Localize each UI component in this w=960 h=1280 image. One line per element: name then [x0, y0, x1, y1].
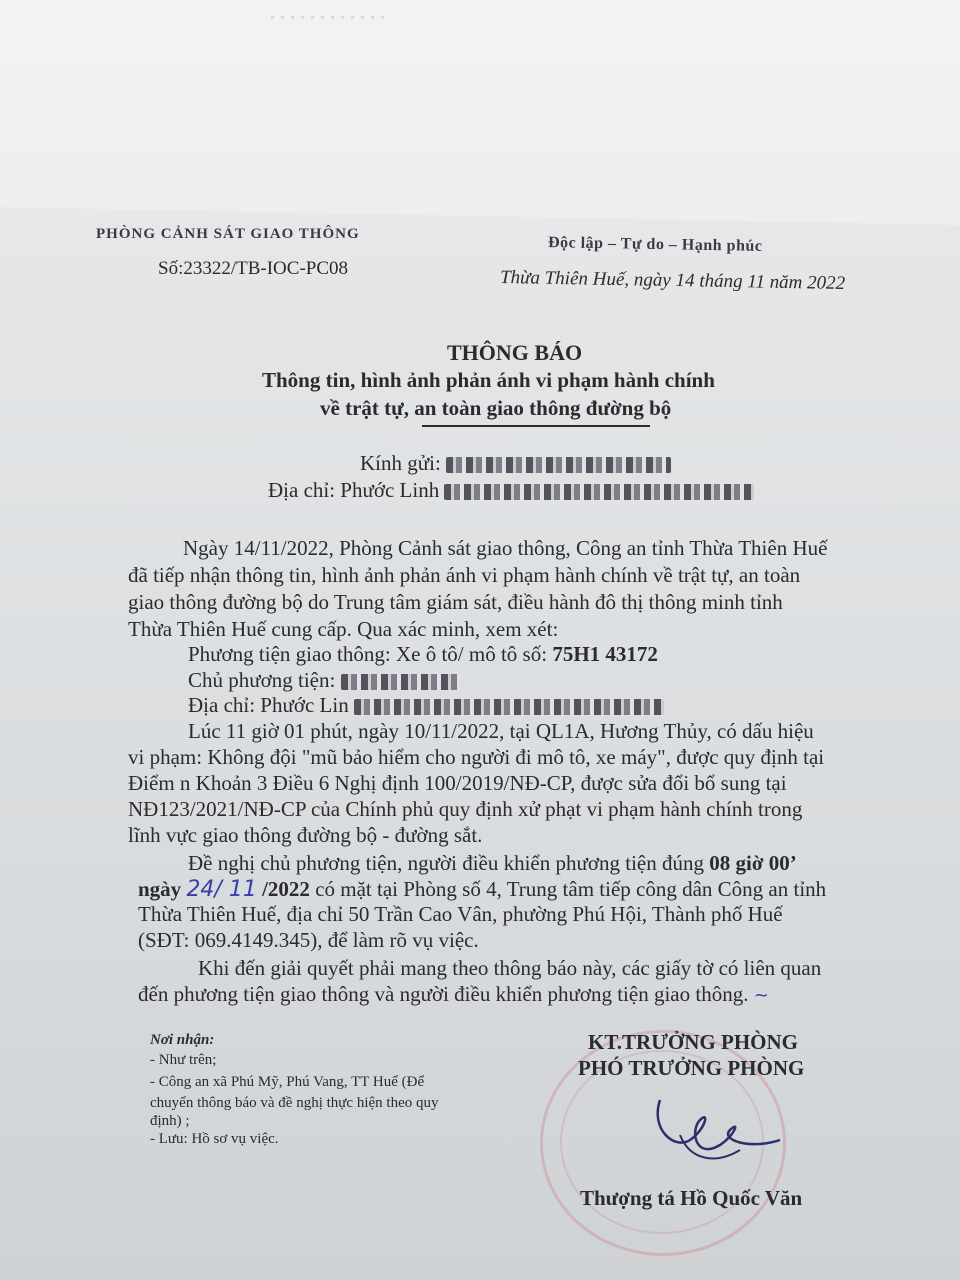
title-underline	[422, 425, 650, 427]
signer-role-1: KT.TRƯỞNG PHÒNG	[588, 1030, 798, 1054]
recipient-item: định) ;	[150, 1113, 190, 1129]
handwritten-signature	[620, 1080, 790, 1170]
place-date: Thừa Thiên Huế, ngày 14 tháng 11 năm 2022	[499, 266, 846, 295]
document-number: Số:23322/TB-IOC-PC08	[158, 258, 349, 279]
redacted-address	[444, 484, 754, 500]
document-subtitle-1: Thông tin, hình ảnh phản ánh vi phạm hành chính	[262, 368, 715, 392]
handwritten-date: 24/ 11	[186, 877, 257, 902]
appointment-place: có mặt tại Phòng số 4, Trung tâm tiếp công dân Công an tỉnh	[315, 877, 827, 901]
body-line: (SĐT: 069.4149.345), để làm rõ vụ việc.	[138, 928, 479, 952]
recipient-item: - Lưu: Hồ sơ vụ việc.	[150, 1131, 279, 1147]
owner-address-label: Địa chỉ: Phước Lin	[188, 693, 349, 717]
recipient-item: - Công an xã Phú Mỹ, Phú Vang, TT Huế (Để	[150, 1074, 425, 1090]
document-title: THÔNG BÁO	[447, 340, 583, 365]
plate-number: 75H1 43172	[552, 642, 658, 666]
recipient-item: - Như trên;	[150, 1052, 217, 1068]
body-line: NĐ123/2021/NĐ-CP của Chính phủ quy định xử phạt vi phạm hành chính trong	[128, 797, 803, 821]
body-line: Thừa Thiên Huế cung cấp. Qua xác minh, xem xét:	[128, 617, 559, 641]
body-line	[138, 981, 769, 1009]
body-line: Ngày 14/11/2022, Phòng Cảnh sát giao thông, Công an tỉnh Thừa Thiên Huế	[183, 536, 828, 560]
recipient-item: chuyển thông báo và đề nghị thực hiện theo quy	[150, 1095, 439, 1111]
request-line	[188, 850, 797, 876]
agency-name: PHÒNG CẢNH SÁT GIAO THÔNG	[96, 226, 360, 242]
body-line: Thừa Thiên Huế, địa chỉ 50 Trần Cao Vân, phường Phú Hội, Thành phố Huế	[138, 902, 783, 926]
owner-address-line	[188, 692, 664, 718]
appointment-year: /2022	[262, 877, 310, 901]
recipient-line	[360, 451, 671, 476]
body-line: giao thông đường bộ do Trung tâm giám sát, điều hành đô thị thông minh tỉnh	[128, 590, 783, 614]
appointment-time: 08 giờ 00’	[709, 851, 797, 875]
folded-top-sheet	[0, 0, 960, 225]
signer-role-2: PHÓ TRƯỞNG PHÒNG	[578, 1056, 805, 1080]
address-line	[268, 478, 754, 503]
motto: Độc lập – Tự do – Hạnh phúc	[547, 234, 763, 255]
redacted-owner	[341, 674, 461, 690]
handwritten-initial: ~	[753, 985, 769, 1006]
request-text: Đề nghị chủ phương tiện, người điều khiển phương tiện đúng	[188, 851, 704, 875]
vehicle-line	[188, 641, 658, 667]
body-line: đã tiếp nhận thông tin, hình ảnh phản ánh vi phạm hành chính về trật tự, an toàn	[128, 563, 801, 587]
body-line: Lúc 11 giờ 01 phút, ngày 10/11/2022, tại QL1A, Hương Thủy, có dấu hiệu	[188, 719, 814, 743]
recipients-heading: Nơi nhận:	[150, 1032, 215, 1048]
day-label: ngày	[138, 877, 182, 901]
redacted-recipient	[446, 457, 671, 473]
body-line: lĩnh vực giao thông đường bộ - đường sắt.	[128, 823, 483, 847]
redacted-owner-address	[354, 699, 664, 715]
owner-line	[188, 667, 461, 693]
document-subtitle-2: về trật tự, an toàn giao thông đường bộ	[320, 396, 672, 420]
vehicle-label: Phương tiện giao thông: Xe ô tô/ mô tô số:	[188, 642, 548, 666]
bleed-through-text: . . . . . . . . . . . .	[270, 2, 385, 24]
signer-name: Thượng tá Hồ Quốc Văn	[580, 1186, 803, 1210]
address-label: Địa chỉ: Phước Linh	[268, 478, 440, 502]
body-line: Điểm n Khoản 3 Điều 6 Nghị định 100/2019/NĐ-CP, được sửa đổi bổ sung tại	[128, 771, 787, 795]
body-line: Khi đến giải quyết phải mang theo thông báo này, các giấy tờ có liên quan	[198, 956, 822, 980]
body-line: vi phạm: Không đội "mũ bảo hiểm cho người đi mô tô, xe máy", được quy định tại	[128, 745, 825, 769]
body-text: đến phương tiện giao thông và người điều khiển phương tiện giao thông.	[138, 982, 749, 1006]
recipient-label: Kính gửi:	[360, 451, 441, 475]
appointment-date-line	[138, 876, 826, 903]
owner-label: Chủ phương tiện:	[188, 668, 336, 692]
